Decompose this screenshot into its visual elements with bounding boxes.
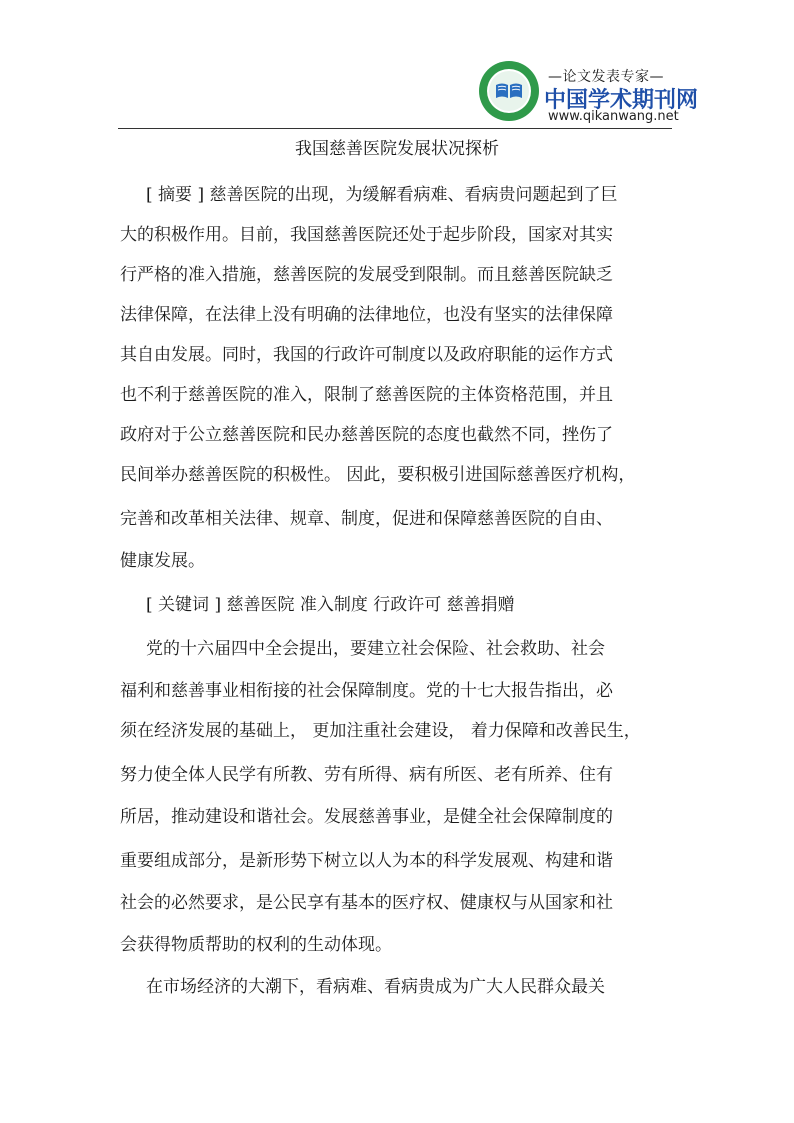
site-url: www.qikanwang.net bbox=[548, 109, 679, 124]
text-line: 福利和慈善事业相衔接的社会保障制度。党的十七大报告指出，必 bbox=[120, 681, 613, 701]
text-line: 民间举办慈善医院的积极性。 因此，要积极引进国际慈善医疗机构， bbox=[120, 465, 636, 485]
text-line: 社会的必然要求，是公民享有基本的医疗权、健康权与从国家和社 bbox=[120, 893, 613, 913]
text-line: 政府对于公立慈善医院和民办慈善医院的态度也截然不同，挫伤了 bbox=[120, 425, 613, 445]
text-line: 法律保障，在法律上没有明确的法律地位，也没有坚实的法律保障 bbox=[120, 305, 613, 325]
text-line: [ 摘要 ] 慈善医院的出现，为缓解看病难、看病贵问题起到了巨 bbox=[146, 185, 618, 205]
text-line: 完善和改革相关法律、规章、制度，促进和保障慈善医院的自由、 bbox=[120, 509, 613, 529]
text-line: 大的积极作用。目前，我国慈善医院还处于起步阶段，国家对其实 bbox=[120, 225, 613, 245]
text-line: 健康发展。 bbox=[120, 551, 205, 571]
seal-logo-icon bbox=[478, 60, 540, 122]
text-line: 也不利于慈善医院的准入，限制了慈善医院的主体资格范围，并且 bbox=[120, 385, 613, 405]
text-line: 在市场经济的大潮下，看病难、看病贵成为广大人民群众最关 bbox=[146, 977, 605, 997]
text-line: 其自由发展。同时，我国的行政许可制度以及政府职能的运作方式 bbox=[120, 345, 613, 365]
text-line: 会获得物质帮助的权利的生动体现。 bbox=[120, 935, 392, 955]
text-line: 行严格的准入措施，慈善医院的发展受到限制。而且慈善医院缺乏 bbox=[120, 265, 613, 285]
tagline: —论文发表专家— bbox=[548, 69, 664, 85]
text-line: 须在经济发展的基础上， 更加注重社会建设， 着力保障和改善民生， bbox=[120, 721, 641, 741]
site-logo bbox=[478, 60, 699, 126]
text-line: 党的十六届四中全会提出，要建立社会保险、社会救助、社会 bbox=[146, 639, 605, 659]
text-line: 努力使全体人民学有所教、劳有所得、病有所医、老有所养、住有 bbox=[120, 765, 613, 785]
text-line: 所居，推动建设和谐社会。发展慈善事业，是健全社会保障制度的 bbox=[120, 807, 613, 827]
header-divider bbox=[118, 128, 672, 129]
page-title: 我国慈善医院发展状况探析 bbox=[295, 139, 499, 159]
brand-name: 中国学术期刊网 bbox=[544, 88, 699, 113]
text-line: 重要组成部分，是新形势下树立以人为本的科学发展观、构建和谐 bbox=[120, 851, 613, 871]
keywords-line: [ 关键词 ] 慈善医院 准入制度 行政许可 慈善捐赠 bbox=[146, 595, 515, 615]
